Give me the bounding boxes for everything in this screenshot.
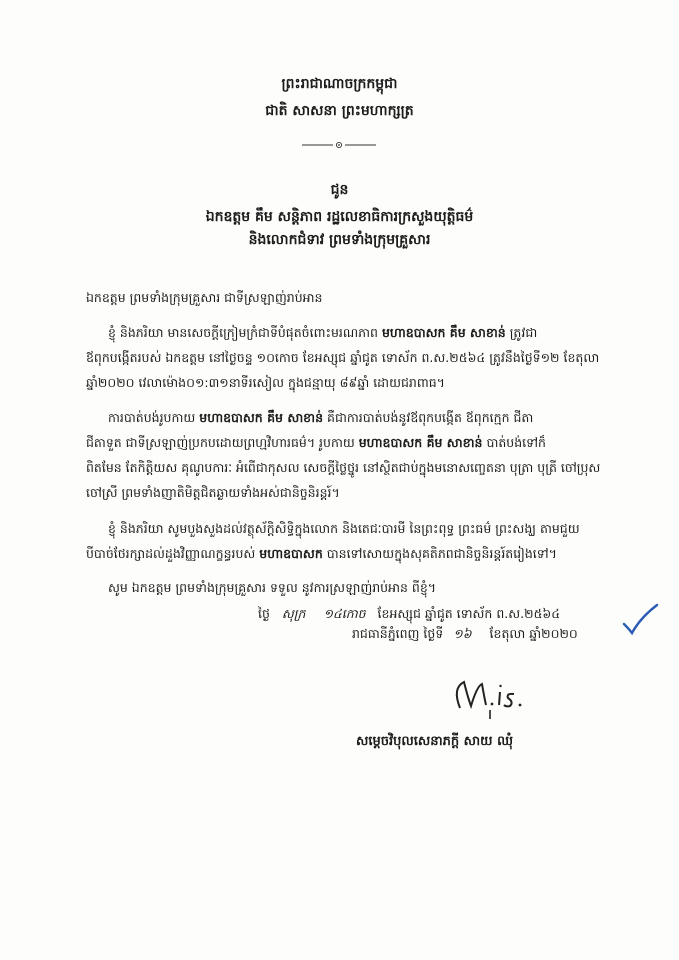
p1-text-b: ត្រូវជា: [505, 325, 538, 340]
paragraph-2-line-2: [86, 435, 546, 451]
salutation: ឯកឧត្តម ព្រមទាំងក្រុមគ្រួសារ ជាទីស្រឡាញ់រាប់អាន: [86, 290, 323, 305]
recipient-line-2: និងលោកជំទាវ ព្រមទាំងក្រុមគ្រួសារ: [248, 232, 431, 248]
paragraph-2-line-3: ពិតមែន តែកិត្តិយស គុណូបការៈ អំពើជាកុសល សេចក្តីថ្លៃថ្នូរ នៅស្ថិតជាប់ក្នុងមនោសញ្ចេតនា បុត្រា បុត្រី ចៅប្រុស: [86, 460, 601, 475]
paragraph-3-line-2: [86, 546, 557, 562]
recipient-line-1: ឯកឧត្តម គឹម សន្តិភាព រដ្ឋលេខាធិការក្រសួងយុត្តិធម៌: [205, 209, 474, 225]
solar-date-prefix: រាជធានីភ្នំពេញ ថ្ងៃទី: [352, 626, 444, 641]
p2-text-c: ជីតាទួត ជាទីស្រឡាញ់ប្រកបដោយព្រហ្មវិហារធម៌។ រូបកាយ: [86, 435, 359, 450]
p3-deceased-title: មហាឧបាសក: [259, 546, 323, 561]
paragraph-2-line-1: [108, 410, 533, 426]
solar-date: [352, 626, 578, 642]
paragraph-2-line-4: ចៅស្រី ព្រមទាំងញាតិមិត្តជិតឆ្ងាយទាំងអស់ជានិច្ចនិរន្តរ៍។: [86, 485, 340, 500]
blue-checkmark-icon: [620, 602, 660, 638]
to-label: ជូន: [330, 182, 349, 198]
national-motto: ជាតិ សាសនា ព្រះមហាក្សត្រ: [265, 103, 414, 119]
signatory-name: សម្តេចវិបុលសេនាភក្តី សាយ ឈុំ: [356, 734, 513, 749]
ornament-divider-icon: [300, 140, 378, 150]
paragraph-1-line-1: [108, 325, 537, 341]
p2-text-a: ការបាត់បង់រូបកាយ: [108, 410, 200, 425]
lunar-weekday-handwritten: សុក្រ: [281, 606, 306, 621]
lunar-date-prefix: ថ្ងៃ: [258, 606, 270, 621]
lunar-date-rest: ខែអស្សុជ ឆ្នាំជូត ទោស័ក ព.ស.២៥៦៤: [377, 606, 561, 621]
paragraph-1-line-3: ឆ្នាំ២០២០ វេលាម៉ោង០១:៣១នាទីរសៀល ក្នុងជន្មាយុ ៨៩ឆ្នាំ ដោយជរាពាធ។: [86, 375, 445, 390]
closing-line: សូម ឯកឧត្តម ព្រមទាំងក្រុមគ្រួសារ ទទួល នូវការស្រឡាញ់រាប់អាន ពីខ្ញុំ។: [108, 580, 437, 595]
signature-scribble-icon: [438, 672, 548, 722]
p2-deceased-name-2: មហាឧបាសក គឹម សាខាន់: [358, 435, 483, 450]
p2-deceased-name: មហាឧបាសក គឹម សាខាន់: [199, 410, 324, 425]
kingdom-title: ព្រះរាជាណាចក្រកម្ពុជា: [281, 76, 398, 92]
paragraph-1-line-2: ឪពុកបង្កើតរបស់ ឯកឧត្តម នៅថ្ងៃចន្ទ ១០កោច ខែអស្សុជ ឆ្នាំជូត ទោស័ក ព.ស.២៥៦៤ ត្រូវនឹងថ្ងៃទី១២ ខែតុលា: [86, 350, 600, 365]
p2-text-d: បាត់បង់ទៅក៏: [482, 435, 546, 450]
p2-text-b: គឺជាការបាត់បង់នូវឪពុកបង្កើត ឪពុកក្មេក ជីតា: [323, 410, 534, 425]
lunar-date: [258, 606, 560, 622]
lunar-day-handwritten: ១៤កោច: [323, 606, 366, 621]
solar-day-handwritten: ១៦: [453, 626, 472, 641]
p3-text-a: បីបាច់ថែរក្សាដល់ដួងវិញ្ញាណក្ខន្ធរបស់: [86, 546, 260, 561]
solar-date-rest: ខែតុលា ឆ្នាំ២០២០: [489, 626, 578, 641]
paragraph-3-line-1: ខ្ញុំ និងភរិយា សូមបួងសួងដល់វត្ថុស័ក្តិសិទ្ធិក្នុងលោក និងតេជៈបារមី នៃព្រះពុទ្ធ ព្រះធម៌ ព្រះសង្ឃ តាមជួយ: [108, 521, 580, 536]
p1-text-a: ខ្ញុំ និងភរិយា មានសេចក្តីក្រៀមក្រំជាទីបំផុតចំពោះមរណភាព: [108, 325, 382, 340]
p3-text-b: បានទៅសោយក្នុងសុគតិភពជានិច្ចនិរន្តរ៍តរៀងទៅ។: [322, 546, 557, 561]
p1-deceased-name: មហាឧបាសក គឹម សាខាន់: [381, 325, 506, 340]
